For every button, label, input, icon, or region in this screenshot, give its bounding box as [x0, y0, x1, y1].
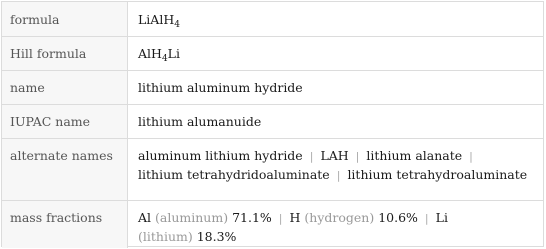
- row-hill-formula: [2, 36, 543, 70]
- mass-fraction-percent: 71.1%: [232, 210, 272, 225]
- iupac-name-value: lithium alumanuide: [138, 114, 262, 129]
- mass-fraction-percent: 18.3%: [196, 229, 237, 244]
- value-iupac-name: [128, 105, 543, 138]
- alternate-names-separator: |: [309, 150, 314, 163]
- mass-fraction-symbol: H: [289, 210, 301, 225]
- label-iupac-name: [2, 105, 128, 138]
- mass-fraction-percent: 10.6%: [378, 210, 418, 225]
- alternate-name-item: aluminum lithium hydride: [138, 148, 303, 163]
- formula-subscript: 4: [174, 19, 180, 30]
- name-value: lithium aluminum hydride: [138, 80, 303, 95]
- row-alternate-names: [2, 138, 543, 200]
- mass-fraction-h: [290, 210, 418, 225]
- value-name: [128, 71, 543, 104]
- label-mass-fractions-text: mass fractions: [10, 210, 103, 225]
- value-hill-formula: [128, 37, 543, 70]
- label-iupac-name-text: IUPAC name: [10, 114, 91, 129]
- value-mass-fractions: [128, 201, 543, 248]
- alternate-name-item: LAH: [320, 148, 349, 163]
- mass-fraction-al: [138, 210, 272, 225]
- label-name: [2, 71, 128, 104]
- label-name-text: name: [10, 80, 45, 95]
- value-formula: [128, 2, 543, 36]
- alternate-name-item: lithium tetrahydroaluminate: [347, 167, 528, 182]
- mass-fraction-element: (lithium): [138, 229, 193, 244]
- mass-fraction-element: (aluminum): [155, 210, 229, 225]
- hill-formula-main: AlH: [138, 46, 162, 61]
- alternate-name-item: lithium tetrahydridoaluminate: [138, 167, 330, 182]
- row-formula: [2, 2, 543, 36]
- row-name: [2, 70, 543, 104]
- label-alternate-names-text: alternate names: [10, 148, 113, 163]
- alternate-names-separator: |: [336, 169, 341, 182]
- mass-fractions-separator: |: [278, 212, 283, 225]
- alternate-name-item: lithium alanate: [366, 148, 463, 163]
- mass-fraction-symbol: Al: [138, 210, 152, 225]
- label-formula-text: formula: [10, 11, 60, 27]
- formula-value: [138, 11, 180, 30]
- properties-table: [1, 1, 544, 247]
- hill-formula-value: [138, 46, 180, 64]
- mass-fraction-element: (hydrogen): [304, 210, 375, 225]
- mass-fractions-separator: |: [424, 212, 429, 225]
- value-alternate-names: [128, 139, 543, 200]
- hill-formula-subscript: 4: [161, 54, 168, 64]
- formula-main: LiAlH: [138, 11, 175, 27]
- label-alternate-names: [2, 139, 128, 200]
- label-hill-formula-text: Hill formula: [10, 46, 87, 61]
- mass-fraction-symbol: Li: [435, 210, 448, 225]
- hill-formula-tail: Li: [167, 46, 180, 61]
- alternate-names-separator: |: [469, 150, 473, 163]
- label-mass-fractions: [2, 201, 128, 248]
- alternate-names-separator: |: [355, 150, 360, 163]
- label-formula: [2, 2, 128, 36]
- label-hill-formula: [2, 37, 128, 70]
- row-iupac-name: [2, 104, 543, 138]
- row-mass-fractions: [2, 200, 543, 248]
